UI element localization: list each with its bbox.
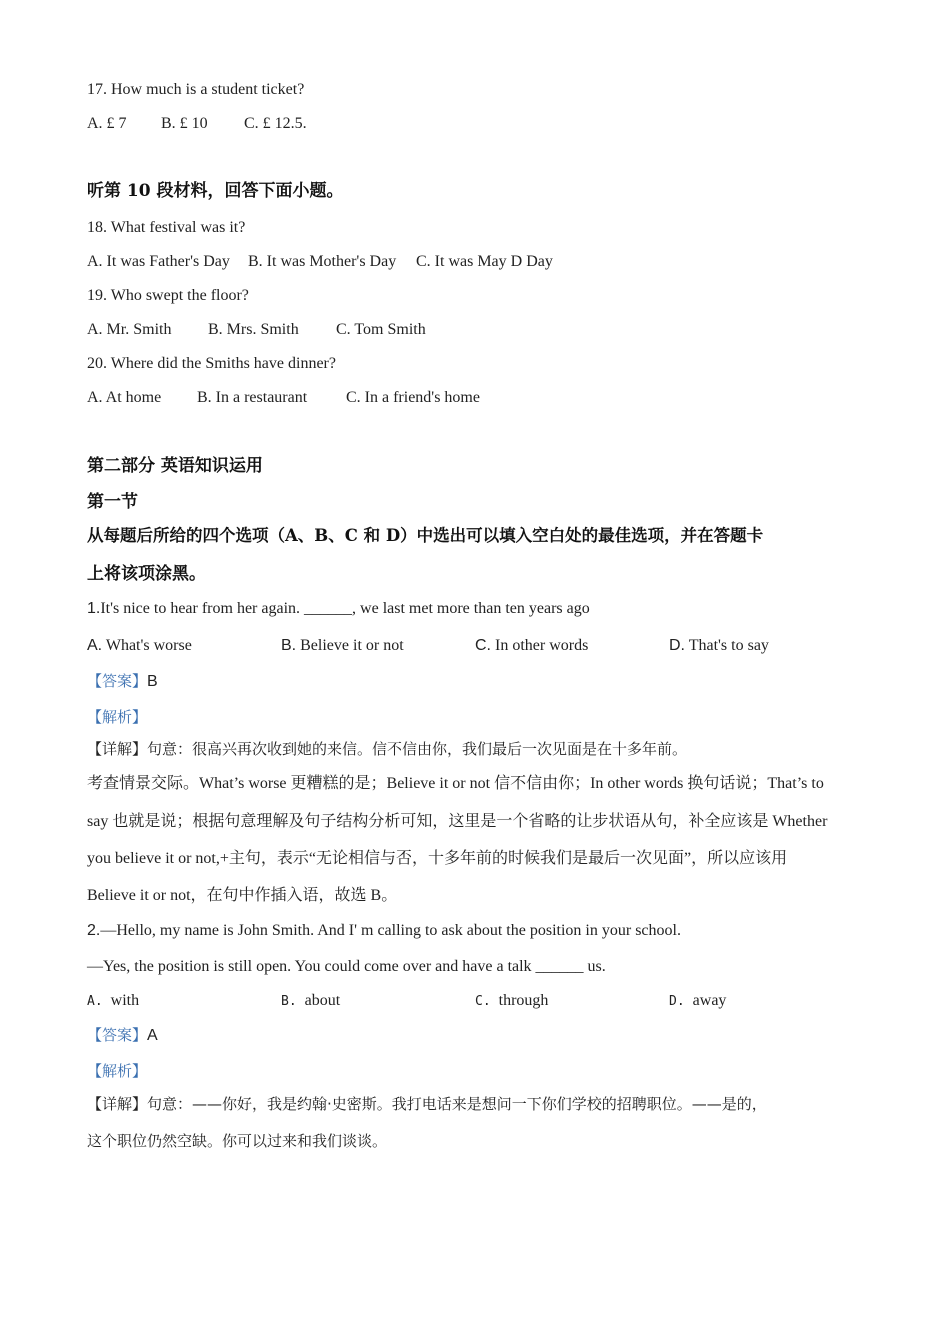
q17-option-a: A. £ 7 [87, 115, 127, 132]
q20-option-c: C. In a friend's home [346, 389, 480, 406]
option-text: about [304, 992, 341, 1009]
item-1-option-c [475, 638, 588, 654]
q18-option-c: C. It was May D Day [416, 253, 553, 270]
item-1-detail [87, 742, 687, 757]
q17-option-c: C. £ 12.5. [244, 115, 307, 132]
option-text: away [692, 992, 727, 1009]
q19-option-c: C. Tom Smith [336, 321, 426, 338]
item-1-number: 1. [87, 600, 101, 617]
question-20: 20. Where did the Smiths have dinner? [87, 355, 336, 372]
part-2-title: 第二部分 英语知识运用 [87, 456, 263, 476]
item-2-number: 2. [87, 922, 101, 939]
item-1-explanation-line-3: you believe it or not,+主句，表示“无论相信与否，十多年前的时候我们是最后一次见面”，所以应该用 [87, 850, 788, 867]
item-1-text: It's nice to hear from her again. ______, we last met more than ten years ago [100, 600, 590, 617]
option-text: In other words [491, 637, 589, 654]
detail-text: 句意：很高兴再次收到她的来信。信不信由你，我们最后一次见面是在十多年前。 [147, 740, 688, 758]
item-1-option-d [669, 638, 769, 654]
item-2-detail-line-1 [87, 1097, 767, 1112]
item-1-option-a [87, 638, 192, 654]
option-letter: A. [87, 637, 103, 654]
item-2-question-line-2: —Yes, the position is still open. You could come over and have a talk ______ us. [87, 958, 606, 975]
item-2-question-line-1 [87, 923, 681, 939]
item-2-option-c [475, 993, 548, 1009]
item-2-option-a [87, 993, 139, 1009]
instruction-line-1: 从每题后所给的四个选项（A、B、C 和 D）中选出可以填入空白处的最佳选项，并在答题卡 [87, 526, 764, 545]
detail-label: 【详解】 [87, 740, 148, 758]
answer-value: B [147, 673, 158, 690]
question-17: 17. How much is a student ticket? [87, 81, 305, 98]
option-letter: D. [669, 994, 685, 1009]
option-letter: C. [475, 637, 491, 654]
item-2-option-b [281, 993, 340, 1009]
instruction-line-2: 上将该项涂黑。 [87, 564, 206, 584]
detail-label: 【详解】 [87, 1095, 148, 1113]
question-18: 18. What festival was it? [87, 219, 246, 236]
option-letter: A. [87, 994, 103, 1009]
option-letter: B. [281, 994, 297, 1009]
item-1-answer [87, 674, 158, 690]
item-1-analysis-label: 【解析】 [87, 708, 148, 726]
answer-label: 【答案】 [87, 1026, 148, 1044]
option-text: That's to say [685, 637, 769, 654]
item-1-explanation-line-2: say 也就是说；根据句意理解及句子结构分析可知，这里是一个省略的让步状语从句，补全应该是 Whether [87, 813, 828, 830]
q18-option-a: A. It was Father's Day [87, 253, 230, 270]
option-letter: B. [281, 637, 297, 654]
q19-option-b: B. Mrs. Smith [208, 321, 299, 338]
option-text: through [498, 992, 549, 1009]
option-letter: C. [475, 994, 491, 1009]
q20-option-b: B. In a restaurant [197, 389, 308, 406]
item-1-option-b [281, 638, 404, 654]
option-text: with [110, 992, 140, 1009]
section-1-title: 第一节 [87, 492, 138, 512]
item-1-question [87, 601, 590, 617]
q20-option-a: A. At home [87, 389, 162, 406]
answer-value: A [147, 1027, 158, 1044]
item-1-explanation-line-1: 考查情景交际。What’s worse 更糟糕的是；Believe it or not 信不信由你；In other words 换句话说；That’s to [87, 775, 824, 792]
q18-option-b: B. It was Mother's Day [248, 253, 397, 270]
answer-label: 【答案】 [87, 672, 148, 690]
option-text: What's worse [102, 637, 192, 654]
section-10-heading: 听第 10 段材料，回答下面小题。 [87, 181, 344, 201]
question-19: 19. Who swept the floor? [87, 287, 249, 304]
q19-option-a: A. Mr. Smith [87, 321, 172, 338]
option-letter: D. [669, 637, 685, 654]
item-2-option-d [669, 993, 726, 1009]
q17-option-b: B. £ 10 [161, 115, 208, 132]
item-1-explanation-line-4: Believe it or not，在句中作插入语，故选 B。 [87, 887, 398, 904]
item-2-text-line-1: —Hello, my name is John Smith. And I' m calling to ask about the position in your school. [100, 922, 681, 939]
item-2-detail-line-2: 这个职位仍然空缺。你可以过来和我们谈谈。 [87, 1132, 388, 1150]
item-2-analysis-label: 【解析】 [87, 1062, 148, 1080]
option-text: Believe it or not [296, 637, 404, 654]
item-2-answer [87, 1028, 158, 1044]
detail-text: 句意：——你好，我是约翰·史密斯。我打电话来是想问一下你们学校的招聘职位。——是的， [147, 1095, 767, 1113]
